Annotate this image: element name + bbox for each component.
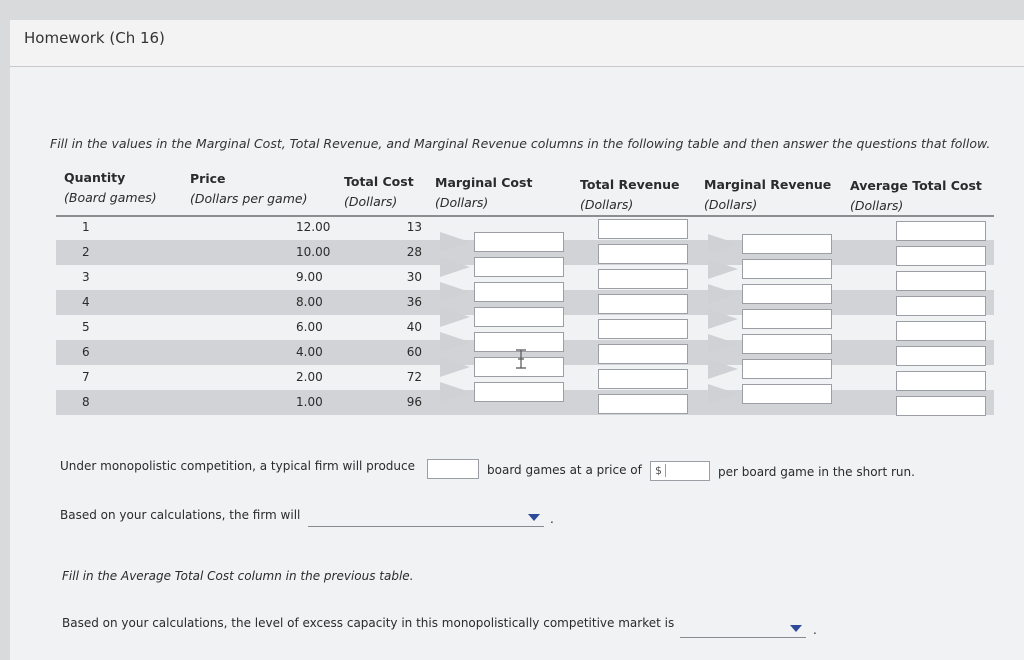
col-header-total-revenue: Total Revenue (Dollars): [580, 177, 680, 212]
text-cursor-icon: [514, 349, 528, 369]
quantity-cell: 3: [82, 270, 90, 284]
marginal-cost-arrow-icon: [440, 307, 470, 327]
col-header-quantity: Quantity (Board games): [64, 170, 157, 205]
total-revenue-input[interactable]: [598, 244, 688, 264]
total-cost-cell: 72: [406, 370, 422, 384]
col-header-total-cost: Total Cost (Dollars): [344, 174, 414, 209]
price-cell: 2.00: [296, 370, 323, 384]
chevron-down-icon: [528, 514, 540, 521]
total-revenue-input[interactable]: [598, 269, 688, 289]
marginal-revenue-input[interactable]: [742, 334, 832, 354]
assignment-title: Homework (Ch 16): [24, 29, 165, 47]
average-total-cost-input[interactable]: [896, 296, 986, 316]
total-cost-cell: 96: [406, 395, 422, 409]
average-total-cost-input[interactable]: [896, 321, 986, 341]
average-total-cost-input[interactable]: [896, 221, 986, 241]
price-answer-input[interactable]: [650, 461, 710, 481]
average-total-cost-input[interactable]: [896, 371, 986, 391]
marginal-revenue-input[interactable]: [742, 259, 832, 279]
marginal-revenue-input[interactable]: [742, 309, 832, 329]
marginal-cost-input[interactable]: [474, 257, 564, 277]
col-header-marginal-revenue: Marginal Revenue (Dollars): [704, 177, 832, 212]
marginal-revenue-arrow-icon: [708, 359, 738, 379]
price-cell: 10.00: [296, 245, 331, 259]
col-header-average-total-cost: Average Total Cost (Dollars): [850, 178, 982, 213]
marginal-revenue-input[interactable]: [742, 359, 832, 379]
average-total-cost-input[interactable]: [896, 271, 986, 291]
firm-action-dropdown[interactable]: [308, 510, 544, 527]
question-firm-will-text: Based on your calculations, the firm will: [60, 508, 301, 522]
quantity-cell: 8: [82, 395, 90, 409]
marginal-revenue-arrow-icon: [708, 234, 738, 254]
total-cost-cell: 13: [406, 220, 422, 234]
total-revenue-input[interactable]: [598, 394, 688, 414]
total-revenue-input[interactable]: [598, 294, 688, 314]
marginal-cost-arrow-icon: [440, 232, 470, 252]
assignment-header-bar: [10, 20, 1024, 67]
average-total-cost-input[interactable]: [896, 396, 986, 416]
total-revenue-input[interactable]: [598, 219, 688, 239]
marginal-cost-arrow-icon: [440, 382, 470, 402]
price-cell: 8.00: [296, 295, 323, 309]
marginal-revenue-input[interactable]: [742, 234, 832, 254]
total-revenue-input[interactable]: [598, 319, 688, 339]
price-cell: 4.00: [296, 345, 323, 359]
table-instructions: Fill in the values in the Marginal Cost, Total Revenue, and Marginal Revenue columns in the following table and then answer the questions that follow.: [50, 136, 991, 151]
price-cell: 1.00: [296, 395, 323, 409]
quantity-cell: 1: [82, 220, 90, 234]
quantity-cell: 4: [82, 295, 90, 309]
total-cost-cell: 36: [406, 295, 422, 309]
price-cell: 6.00: [296, 320, 323, 334]
quantity-cell: 5: [82, 320, 90, 334]
total-cost-cell: 40: [406, 320, 422, 334]
quantity-cell: 7: [82, 370, 90, 384]
question-produce-text: Under monopolistic competition, a typical firm will produce: [60, 459, 416, 473]
marginal-revenue-arrow-icon: [708, 309, 738, 329]
average-total-cost-input[interactable]: [896, 246, 986, 266]
quantity-cell: 2: [82, 245, 90, 259]
price-cell: 12.00: [296, 220, 331, 234]
marginal-revenue-arrow-icon: [708, 334, 738, 354]
question-excess-capacity-text: Based on your calculations, the level of excess capacity in this monopolistically competitive market is: [62, 616, 675, 630]
col-header-marginal-cost: Marginal Cost (Dollars): [435, 175, 533, 210]
quantity-answer-input[interactable]: [427, 459, 479, 479]
marginal-cost-input[interactable]: [474, 307, 564, 327]
marginal-cost-arrow-icon: [440, 357, 470, 377]
marginal-cost-arrow-icon: [440, 282, 470, 302]
marginal-revenue-arrow-icon: [708, 384, 738, 404]
marginal-cost-arrow-icon: [440, 332, 470, 352]
total-revenue-input[interactable]: [598, 369, 688, 389]
question-price-text: board games at a price of: [487, 463, 642, 477]
price-cell: 9.00: [296, 270, 323, 284]
average-total-cost-input[interactable]: [896, 346, 986, 366]
total-cost-cell: 28: [406, 245, 422, 259]
chevron-down-icon: [790, 625, 802, 632]
marginal-cost-input[interactable]: [474, 282, 564, 302]
quantity-cell: 6: [82, 345, 90, 359]
total-revenue-input[interactable]: [598, 344, 688, 364]
sentence-period: .: [813, 623, 817, 637]
question-short-run-text: per board game in the short run.: [718, 465, 915, 479]
total-cost-cell: 60: [406, 345, 422, 359]
marginal-cost-input[interactable]: [474, 382, 564, 402]
sentence-period: .: [550, 512, 554, 526]
marginal-cost-arrow-icon: [440, 257, 470, 277]
dollar-prefix: $: [655, 464, 666, 477]
marginal-cost-input[interactable]: [474, 232, 564, 252]
marginal-revenue-input[interactable]: [742, 384, 832, 404]
marginal-revenue-arrow-icon: [708, 284, 738, 304]
marginal-revenue-arrow-icon: [708, 259, 738, 279]
total-cost-cell: 30: [406, 270, 422, 284]
average-total-cost-instruction: Fill in the Average Total Cost column in the previous table.: [62, 569, 414, 583]
col-header-price: Price (Dollars per game): [190, 171, 308, 206]
excess-capacity-dropdown[interactable]: [680, 621, 806, 638]
marginal-revenue-input[interactable]: [742, 284, 832, 304]
